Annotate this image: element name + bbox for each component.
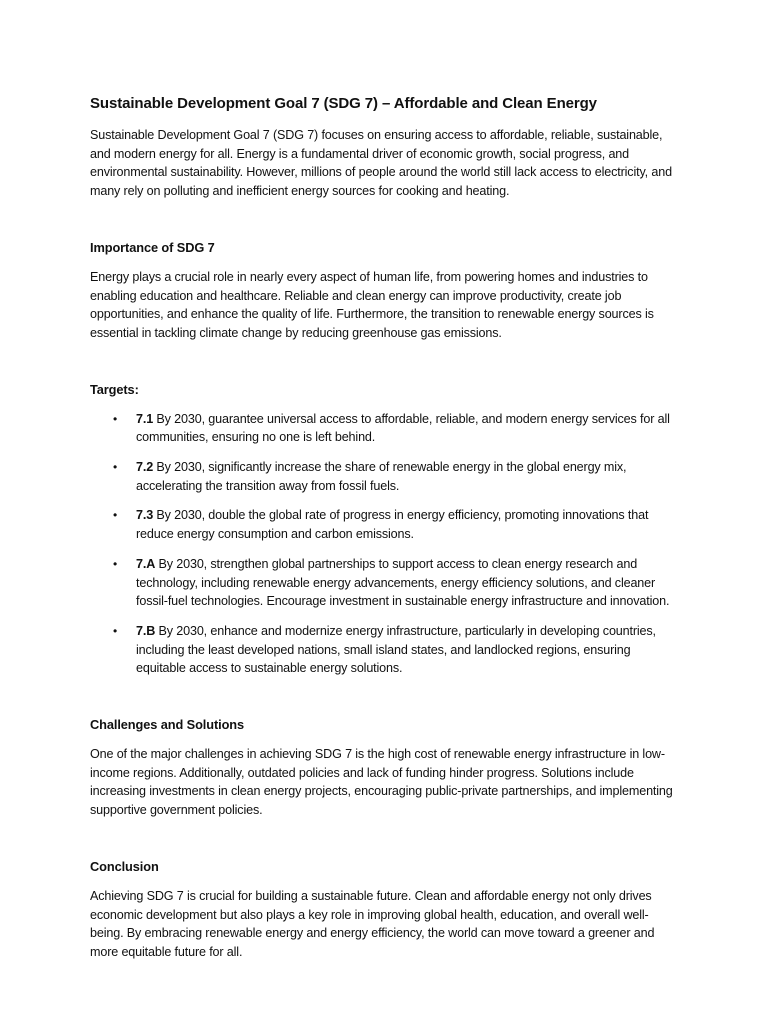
target-code: 7.3 [136, 508, 154, 523]
spacer [90, 343, 680, 381]
target-code: 7.2 [136, 460, 154, 475]
document-page [90, 93, 680, 962]
spacer [90, 257, 680, 268]
target-text: By 2030, guarantee universal access to affordable, reliable, and modern energy services for all communities, ensuring no one is left behind. [136, 411, 670, 445]
spacer [90, 820, 680, 858]
importance-heading: Importance of SDG 7 [90, 239, 215, 255]
conclusion-heading: Conclusion [90, 858, 159, 874]
challenges-heading: Challenges and Solutions [90, 717, 245, 733]
conclusion-paragraph: Achieving SDG 7 is crucial for building a sustainable future. Clean and affordable energy not only drives economic development but also plays a key role in improving global health, education, and overall well-being. By embracing renewable energy and energy efficiency, the world can move toward a greener and more equitable future for all. [90, 888, 655, 959]
intro-paragraph: Sustainable Development Goal 7 (SDG 7) focuses on ensuring access to affordable, reliable, sustainable, and modern energy for all. Energy is a fundamental driver of economic growth, social progress, and environmental sustainability. However, millions of people around the world still lack access to electricity, and many rely on polluting and inefficient energy sources for cooking and heating. [90, 128, 672, 199]
bullet-icon: • [113, 508, 118, 523]
target-item [90, 622, 680, 678]
bullet-icon: • [113, 411, 118, 426]
spacer [90, 678, 680, 716]
spacer [90, 734, 680, 745]
target-item [90, 506, 680, 543]
spacer [90, 876, 680, 887]
target-text: By 2030, enhance and modernize energy infrastructure, particularly in developing countries, including the least developed nations, small island states, and landlocked regions, ensuring equitable access to sustainable energy solutions. [136, 623, 656, 676]
target-code: 7.1 [136, 411, 154, 426]
target-item [90, 458, 680, 495]
target-item [90, 410, 680, 447]
target-item [90, 555, 680, 611]
target-text: By 2030, strengthen global partnerships to support access to clean energy research and technology, including renewable energy advancements, energy efficiency solutions, and cleaner fossil-fuel technologies. Encourage investment in sustainable energy infrastructure and innovation. [136, 556, 670, 609]
bullet-icon: • [113, 460, 118, 475]
targets-heading: Targets: [90, 381, 139, 397]
target-text: By 2030, significantly increase the share of renewable energy in the global energy mix, accelerating the transition away from fossil fuels. [136, 460, 627, 493]
targets-list [90, 410, 680, 678]
bullet-icon: • [113, 556, 118, 571]
target-text: By 2030, double the global rate of progress in energy efficiency, promoting innovations that reduce energy consumption and carbon emissions. [136, 508, 649, 542]
challenges-paragraph: One of the major challenges in achieving SDG 7 is the high cost of renewable energy infrastructure in low-income regions. Additionally, outdated policies and lack of funding hinder progress. Solutions include increasing investments in clean energy projects, encouraging public-private partnerships, and implementing supportive government policies. [90, 747, 673, 818]
spacer [90, 201, 680, 239]
spacer [90, 399, 680, 410]
document-title: Sustainable Development Goal 7 (SDG 7) – Affordable and Clean Energy [90, 95, 597, 112]
importance-paragraph: Energy plays a crucial role in nearly every aspect of human life, from powering homes and industries to enabling education and healthcare. Reliable and clean energy can improve productivity, create job opportunities, and enhance the quality of life. Furthermore, the transition to renewable energy sources is essential in tackling climate change by reducing greenhouse gas emissions. [90, 269, 654, 340]
target-code: 7.B [136, 623, 156, 638]
bullet-icon: • [113, 623, 118, 638]
target-code: 7.A [136, 556, 156, 571]
